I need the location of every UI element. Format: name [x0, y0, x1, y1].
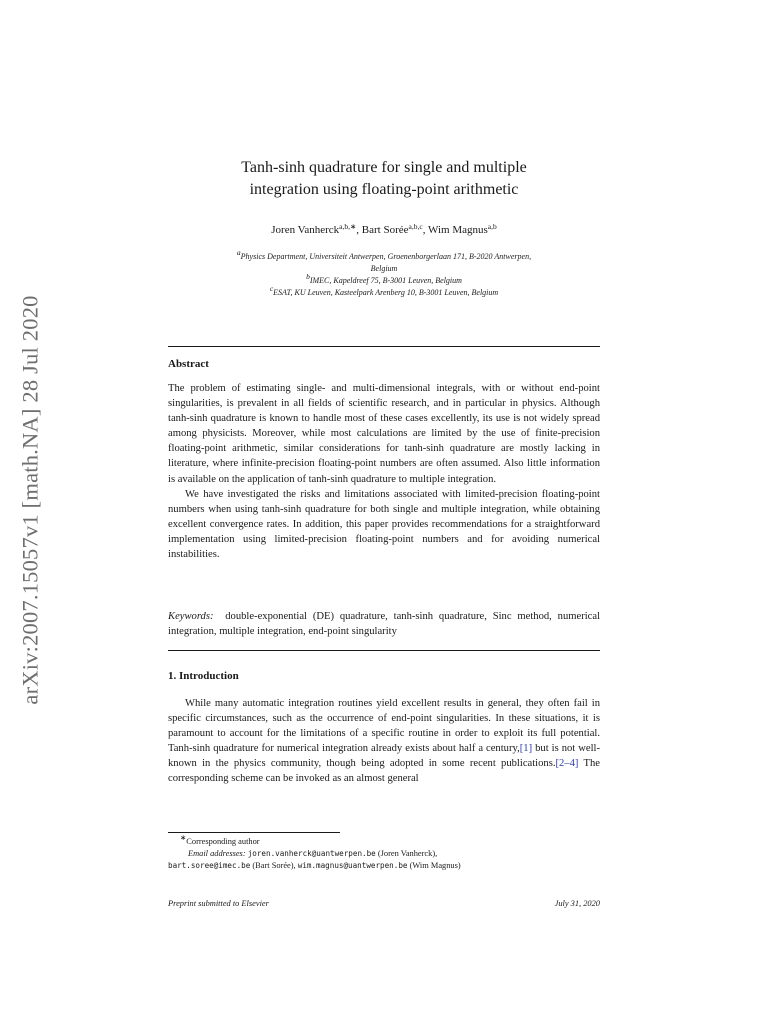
- submission-note: Preprint submitted to Elsevier: [168, 899, 269, 908]
- email-owner: (Wim Magnus): [407, 861, 461, 870]
- affiliation-text: Physics Department, Universiteit Antwerpen, Groenenborgerlaan 171, B-2020 Antwerpen,: [240, 252, 532, 261]
- abstract-paragraph-2: We have investigated the risks and limitations associated with limited-precision floating-point numbers when using tanh-sinh quadrature for both single and multiple integration, while obtaining excellent convergence rates. In addition, this paper provides recommendations for a straightforward implementation using limited-precision floating-point numbers and for avoiding numerical instabilities.: [168, 488, 600, 561]
- affiliation-c: [168, 284, 600, 299]
- keywords-text: double-exponential (DE) quadrature, tanh-sinh quadrature, Sinc method, numerical integration, multiple integration, end-point singularity: [168, 611, 601, 638]
- email-link-vanherck[interactable]: joren.vanherck@uantwerpen.be: [247, 849, 376, 858]
- abstract-top-rule: [168, 346, 600, 347]
- arxiv-identifier-stamp: [14, 262, 48, 738]
- introduction-heading: 1. Introduction: [168, 670, 239, 682]
- author-marks: a,b,c: [408, 222, 423, 231]
- abstract-paragraph-1: The problem of estimating single- and multi-dimensional integrals, with or without end-point singularities, is prevalent in all fields of scientific research, and in particular in physics. Although tanh-sinh quadrature is known to handle most of these cases excellently, its use is not widely spread among physicists. Moreover, while most calculations are limited by the use of finite-precision floating-point arithmetic, similar considerations for tanh-sinh quadrature are mostly lacking in literature, where infinite-precision floating-point numbers are often assumed. Also little information is available on the application of tanh-sinh quadrature to multiple integration.: [168, 383, 600, 485]
- page-footer: [168, 899, 600, 908]
- affiliation-text: IMEC, Kapeldreef 75, B-3001 Leuven, Belgium: [309, 276, 462, 285]
- footnote-mark: ∗: [180, 833, 187, 842]
- email-owner: (Bart Sorée),: [250, 861, 298, 870]
- corresponding-author-note: Corresponding author: [186, 837, 260, 846]
- affiliation-mark: a: [236, 248, 241, 257]
- author-name: Joren Vanherck: [271, 224, 340, 236]
- submission-date: July 31, 2020: [554, 899, 600, 908]
- email-link-magnus[interactable]: wim.magnus@uantwerpen.be: [297, 861, 408, 870]
- abstract-heading: Abstract: [168, 358, 209, 370]
- footnote-rule: [168, 832, 340, 833]
- citation-link-1[interactable]: [1]: [519, 743, 533, 755]
- keywords-label: Keywords:: [168, 611, 214, 622]
- title-line-2: integration using floating-point arithmetic: [249, 181, 519, 198]
- email-label: Email addresses:: [188, 849, 246, 858]
- affiliation-a-continued: Belgium: [370, 264, 398, 273]
- author-name: Bart Sorée: [361, 224, 409, 236]
- author-list: Joren Vanherck$^{a,b,∗}$, Bart Sorée$^{a,b,c}$, Wim Magnus$^{a,b}$: [271, 222, 497, 236]
- paper-title: [168, 157, 600, 201]
- abstract-bottom-rule: [168, 650, 600, 651]
- introduction-body: [168, 696, 600, 787]
- title-line-1: Tanh-sinh quadrature for single and multiple: [241, 159, 527, 176]
- author-name: Wim Magnus: [428, 224, 488, 236]
- intro-text-a: While many automatic integration routines yield excellent results in general, they often fail in specific circumstances, such as the occurrence of end-point singularities. In these situations, it is paramount to account for the limitations of a specific routine in order to exploit its full potential. Tanh-sinh quadrature for numerical integration already exists about half a century,: [168, 698, 600, 755]
- intro-text-b: but is not well-known in the physics community, though being adopted in some recent publications.: [168, 743, 600, 770]
- affiliation-b: [168, 272, 600, 287]
- affiliation-a: [168, 248, 600, 263]
- footnote: [168, 833, 600, 872]
- affiliation-mark: b: [306, 272, 310, 281]
- author-marks: a,b: [487, 222, 497, 231]
- email-link-soree[interactable]: bart.soree@imec.be: [168, 861, 251, 870]
- affiliation-text: ESAT, KU Leuven, Kasteelpark Arenberg 10, B-3001 Leuven, Belgium: [273, 288, 499, 297]
- affiliations: [168, 248, 600, 299]
- email-owner: (Joren Vanherck),: [375, 849, 438, 858]
- keywords: [168, 609, 600, 639]
- intro-text-c: The corresponding scheme can be invoked as an almost general: [168, 758, 600, 785]
- citation-link-2[interactable]: [2–4]: [555, 758, 579, 770]
- author-marks: a,b,∗: [339, 222, 357, 231]
- affiliation-mark: c: [269, 284, 274, 293]
- arxiv-identifier: arXiv:2007.15057v1 [math.NA] 28 Jul 2020: [18, 295, 43, 705]
- abstract-body: [168, 381, 600, 562]
